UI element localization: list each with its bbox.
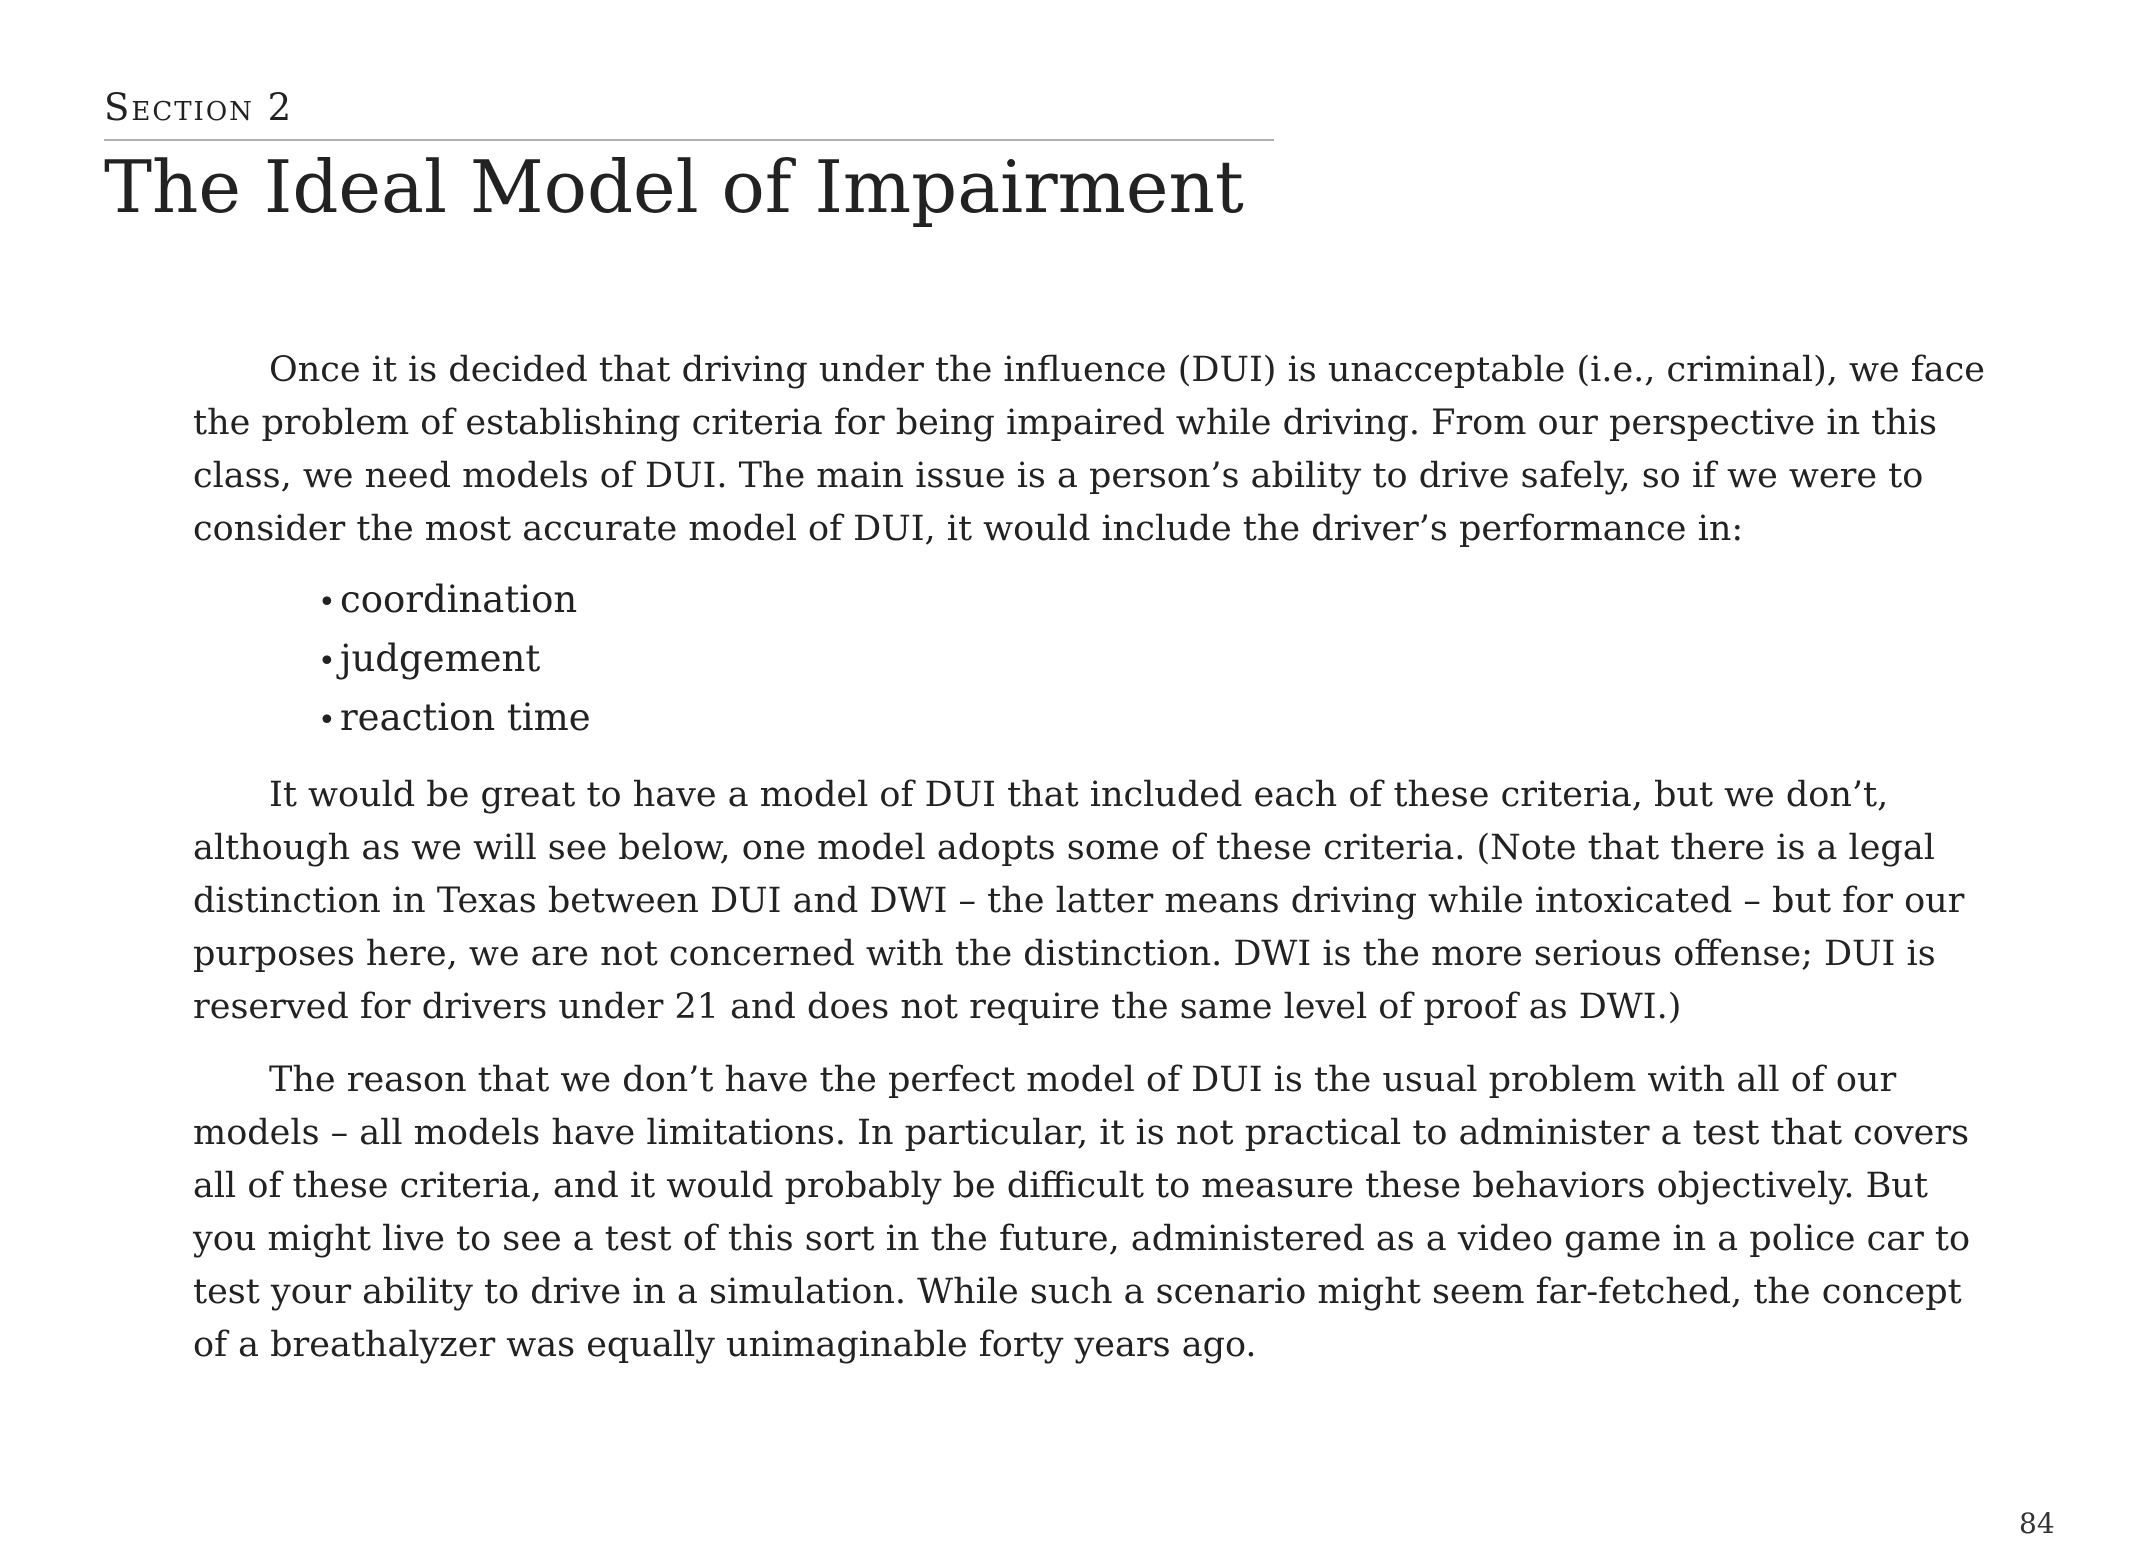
list-item (318, 572, 1993, 631)
list-item (318, 631, 1993, 690)
section-divider (104, 139, 1274, 141)
page-title: The Ideal Model of Impairment (104, 145, 1244, 229)
paragraph-3: The reason that we don’t have the perfect model of DUI is the usual problem with all of our models – all models have limitations. In particular, it is not practical to administer a test that covers all of these criteria, and it would probably be difficult to measure these behaviors objectively. But you might live to see a test of this sort in the future, administered as a video game in a police car to test your ability to drive in a simulation. While such a scenario might seem far-fetched, the concept of a breathalyzer was equally unimaginable forty years ago. (193, 1060, 1971, 1365)
criteria-list (193, 572, 1993, 749)
paragraph-2: It would be great to have a model of DUI that included each of these criteria, but we don’t, although as we will see below, one model adopts some of these criteria. (Note that there is a legal distinction in Texas between DUI and DWI – the latter means driving while intoxicated – but for our purposes here, we are not concerned with the distinction. DWI is the more serious offense; DUI is reserved for drivers under 21 and does not require the same level of proof as DWI.) (193, 775, 1965, 1027)
bullet-icon: • (318, 644, 336, 679)
list-item-text: judgement (340, 637, 541, 680)
list-item (318, 690, 1993, 749)
bullet-icon: • (318, 703, 336, 738)
section-label: Section 2 (104, 86, 294, 129)
list-item-text: reaction time (340, 696, 591, 739)
body-text (193, 344, 1993, 1372)
list-item-text: coordination (340, 578, 578, 621)
paragraph-1: Once it is decided that driving under the influence (DUI) is unacceptable (i.e., criminal), we face the problem of establishing criteria for being impaired while driving. From our perspective in this class, we need models of DUI. The main issue is a person’s ability to drive safely, so if we were to consider the most accurate model of DUI, it would include the driver’s performance in: (193, 350, 1985, 549)
page-number: 84 (2019, 1507, 2055, 1540)
bullet-icon: • (318, 585, 336, 620)
